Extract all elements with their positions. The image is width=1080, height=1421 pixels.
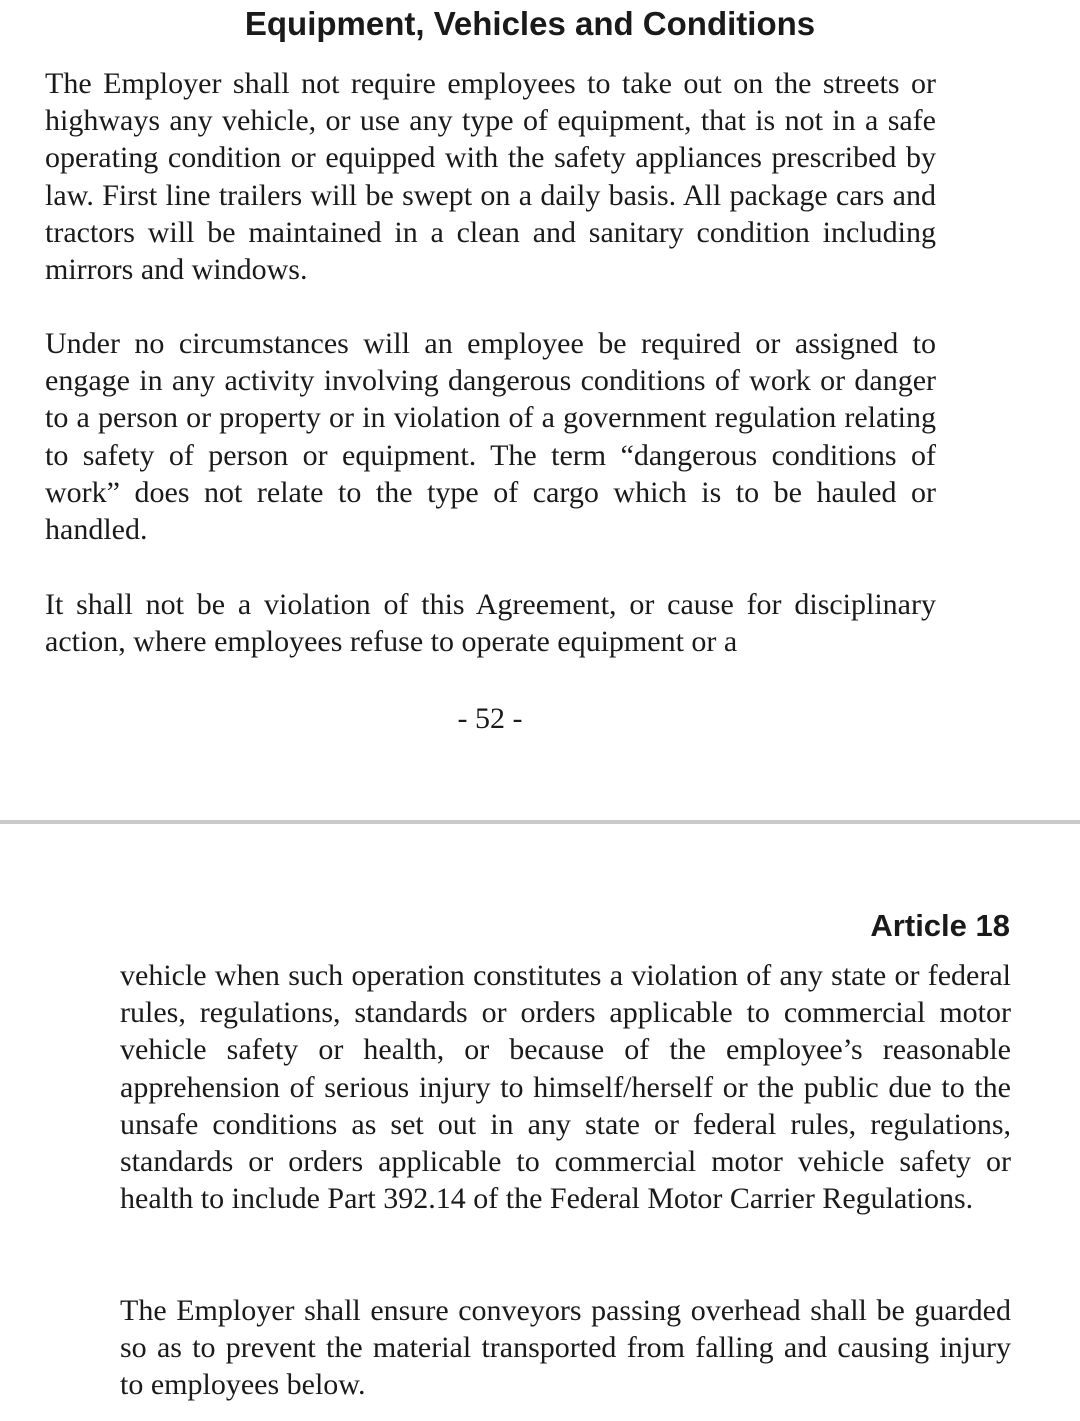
paragraph: It shall not be a violation of this Agreement, or cause for disciplinary action, where employees refuse to operate equipment or a (45, 588, 936, 659)
bottom-page (0, 826, 1080, 1421)
paragraph: Under no circumstances will an employee be required or assigned to engage in any activity involving dangerous conditions of work or danger to a person or property or in violation of a government regulation relating to safety of person or equipment. The term “dangerous conditions of work” does not relate to the type of cargo which is to be hauled or handled. (45, 327, 936, 547)
section-title: Equipment, Vehicles and Conditions (244, 5, 816, 42)
page-number: - 52 - (457, 702, 523, 735)
page-divider (0, 820, 1080, 824)
paragraph: The Employer shall ensure conveyors passing overhead shall be guarded so as to prevent the material transported from falling and causing injury to employees below. (120, 1294, 1011, 1402)
paragraph: vehicle when such operation constitutes a violation of any state or federal rules, regulations, standards or orders applicable to commercial motor vehicle safety or health, or because of the employee’s reasonable apprehension of serious injury to himself/herself or the public due to the unsafe conditions as set out in any state or federal rules, regulations, standards or orders applicable to commercial motor vehicle safety or health to include Part 392.14 of the Federal Motor Carrier Regulations. (120, 959, 1011, 1216)
paragraph: The Employer shall not require employees to take out on the streets or highways any vehicle, or use any type of equipment, that is not in a safe operating condition or equipped with the safety appliances prescribed by law. First line trailers will be swept on a daily basis. All package cars and tractors will be maintained in a clean and sanitary condition including mirrors and windows. (45, 67, 936, 287)
article-header: Article 18 (870, 908, 1010, 943)
